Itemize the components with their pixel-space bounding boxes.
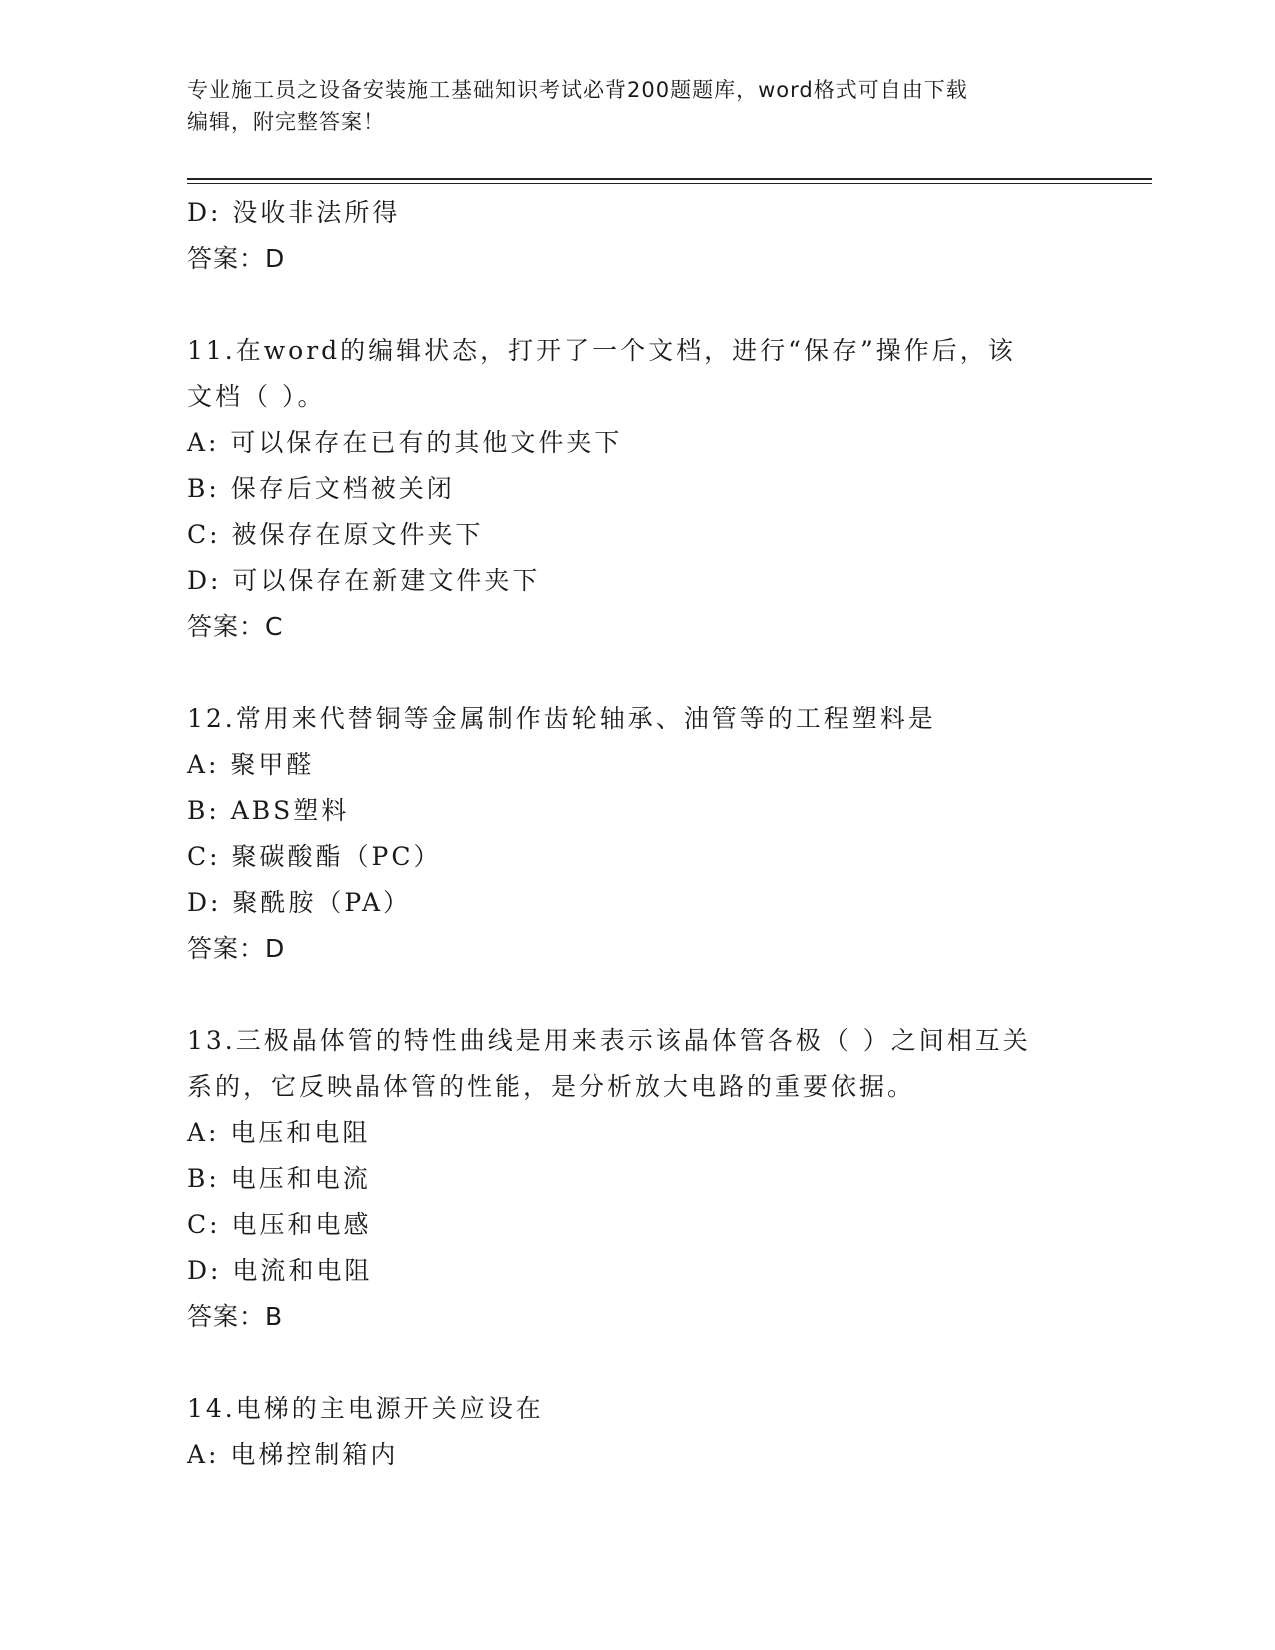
question-list — [187, 190, 1087, 1478]
option-b: B: ABS塑料 — [187, 796, 350, 825]
spacer — [187, 1340, 1087, 1386]
spacer — [187, 650, 1087, 696]
question-12 — [187, 696, 1087, 972]
question-13 — [187, 1018, 1087, 1340]
option-c: C: 聚碳酸酯（PC） — [187, 842, 442, 871]
answer-line: 答案：C — [187, 612, 284, 641]
question-stem: 12.常用来代替铜等金属制作齿轮轴承、油管等的工程塑料是 — [187, 704, 936, 733]
answer-line: 答案：D — [187, 244, 286, 273]
option-d: D: 没收非法所得 — [187, 198, 401, 227]
option-a: A: 电压和电阻 — [187, 1118, 371, 1147]
question-14 — [187, 1386, 1087, 1478]
option-c: C: 被保存在原文件夹下 — [187, 520, 484, 549]
header-title-line-1: 专业施工员之设备安装施工基础知识考试必背200题题库，word格式可自由下载 — [187, 78, 968, 102]
option-d: D: 电流和电阻 — [187, 1256, 373, 1285]
header-divider-thick — [187, 178, 1152, 180]
question-stem-continued: 系的，它反映晶体管的性能，是分析放大电路的重要依据。 — [187, 1072, 916, 1101]
spacer — [187, 282, 1087, 328]
option-d: D: 聚酰胺（PA） — [187, 888, 411, 917]
option-d: D: 可以保存在新建文件夹下 — [187, 566, 541, 595]
spacer — [187, 972, 1087, 1018]
question-11 — [187, 328, 1087, 650]
document-header — [187, 74, 1067, 138]
header-title-line-2: 编辑，附完整答案！ — [187, 110, 385, 134]
header-divider-thin — [187, 183, 1152, 184]
answer-line: 答案：B — [187, 1302, 284, 1331]
option-c: C: 电压和电感 — [187, 1210, 372, 1239]
question-stem: 14.电梯的主电源开关应设在 — [187, 1394, 544, 1423]
option-b: B: 保存后文档被关闭 — [187, 474, 455, 503]
option-a: A: 可以保存在已有的其他文件夹下 — [187, 428, 623, 457]
question-stem-continued: 文档（ ）。 — [187, 382, 326, 411]
question-stem: 13.三极晶体管的特性曲线是用来表示该晶体管各极（ ）之间相互关 — [187, 1026, 1031, 1055]
option-b: B: 电压和电流 — [187, 1164, 371, 1193]
answer-line: 答案：D — [187, 934, 286, 963]
question-stem: 11.在word的编辑状态，打开了一个文档，进行“保存”操作后，该 — [187, 336, 1016, 365]
option-a: A: 聚甲醛 — [187, 750, 315, 779]
option-a: A: 电梯控制箱内 — [187, 1440, 399, 1469]
